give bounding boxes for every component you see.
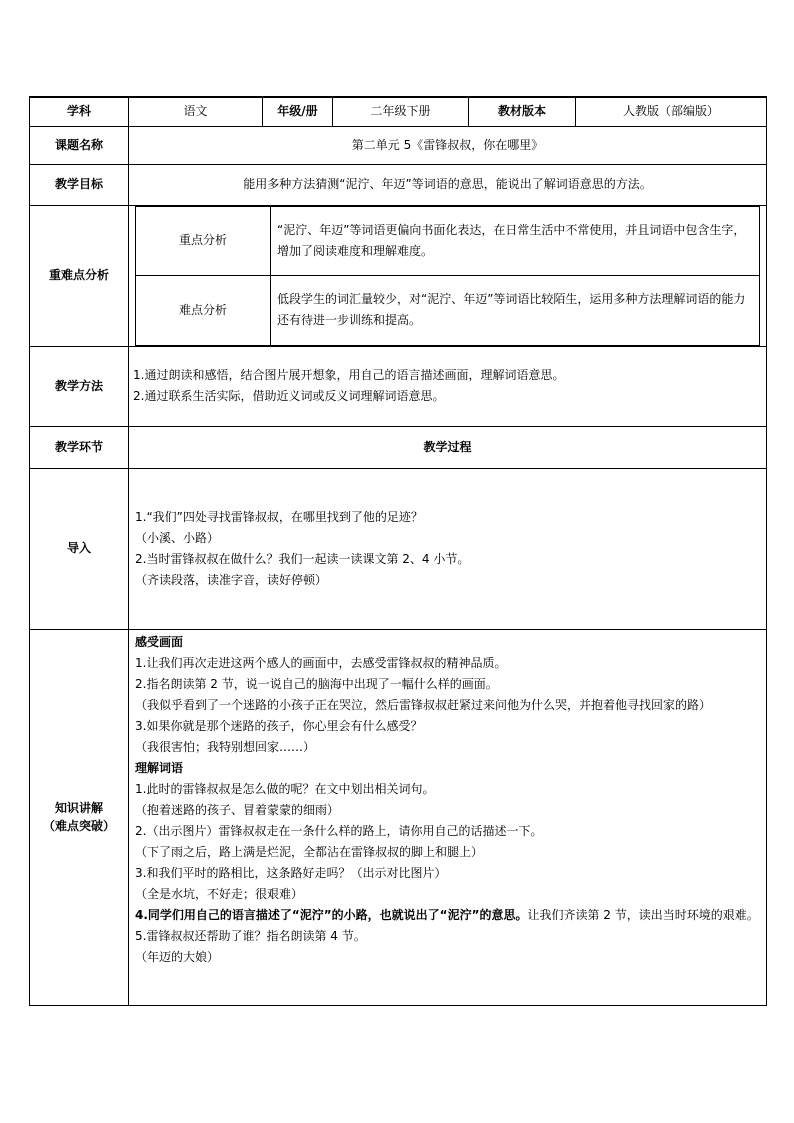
knowledge-row [30, 629, 767, 1005]
intro-line-2: （小溪、小路） [135, 530, 220, 545]
key-point-label: 重点分析 [136, 206, 271, 275]
words-line-7 [135, 905, 760, 926]
intro-cell [129, 468, 767, 629]
hard-point-label: 难点分析 [136, 275, 271, 345]
objective-label: 教学目标 [30, 164, 129, 205]
title-row [30, 126, 767, 164]
subject-label: 学科 [30, 97, 129, 126]
section-title-words: 理解词语 [135, 760, 184, 775]
words-line-7-bold: 4.同学们用自己的语言描述了“泥泞”的小路，也就说出了“泥泞”的意思。 [135, 907, 528, 922]
edition-label: 教材版本 [469, 97, 576, 126]
knowledge-label: 知识讲解 [54, 801, 103, 815]
words-line-2: （抱着迷路的孩子、冒着蒙蒙的细雨） [135, 802, 340, 817]
objective-value: 能用多种方法猜测“泥泞、年迈”等词语的意思，能说出了解词语意思的方法。 [129, 164, 767, 205]
words-line-9: （年迈的大娘） [135, 949, 220, 964]
method-label: 教学方法 [30, 346, 129, 426]
method-row [30, 346, 767, 426]
knowledge-label-2: （难点突破） [42, 819, 115, 833]
method-line-1: 1.通过朗读和感悟，结合图片展开想象，用自己的语言描述画面，理解词语意思。 [133, 368, 565, 382]
analysis-label: 重难点分析 [30, 205, 129, 346]
edition-value: 人教版（部编版） [576, 97, 767, 126]
lesson-plan-table [29, 96, 767, 1006]
intro-row [30, 468, 767, 629]
intro-label: 导入 [30, 468, 129, 629]
process-header-row [30, 426, 767, 468]
header-row [30, 97, 767, 126]
method-line-2: 2.通过联系生活实际，借助近义词或反义词理解词语意思。 [133, 389, 445, 403]
process-header-value: 教学过程 [129, 426, 767, 468]
grade-value: 二年级下册 [333, 97, 469, 126]
analysis-row [30, 205, 767, 346]
feel-line-4: 3.如果你就是那个迷路的孩子，你心里会有什么感受？ [135, 718, 423, 733]
grade-label: 年级/册 [263, 97, 333, 126]
analysis-cell [129, 205, 767, 346]
knowledge-cell [129, 629, 767, 1005]
intro-line-4: （齐读段落，读准字音，读好停顿） [135, 572, 328, 587]
objective-row [30, 164, 767, 205]
words-line-7-rest: 让我们齐读第 2 节，读出当时环境的艰难。 [527, 907, 759, 922]
title-label: 课题名称 [30, 126, 129, 164]
intro-line-1: 1.“我们”四处寻找雷锋叔叔，在哪里找到了他的足迹？ [135, 509, 423, 524]
feel-line-2: 2.指名朗读第 2 节，说一说自己的脑海中出现了一幅什么样的画面。 [135, 676, 498, 691]
words-line-8: 5.雷锋叔叔还帮助了谁？指名朗读第 4 节。 [135, 928, 366, 943]
words-line-3: 2.（出示图片）雷锋叔叔走在一条什么样的路上，请你用自己的话描述一下。 [135, 823, 543, 838]
words-line-6: （全是水坑，不好走；很艰难） [135, 886, 304, 901]
feel-line-3: （我似乎看到了一个迷路的小孩子正在哭泣，然后雷锋叔叔赶紧过来问他为什么哭，并抱着他寻找回家的路） [135, 697, 712, 712]
key-point-text: “泥泞、年迈”等词语更偏向书面化表达，在日常生活中不常使用，并且词语中包含生字，增加了阅读难度和理解难度。 [271, 206, 760, 275]
words-line-1: 1.此时的雷锋叔叔是怎么做的呢？在文中划出相关词句。 [135, 781, 435, 796]
title-value: 第二单元 5《雷锋叔叔，你在哪里》 [129, 126, 767, 164]
words-line-4: （下了雨之后，路上满是烂泥，全都沾在雷锋叔叔的脚上和腿上） [135, 844, 484, 859]
process-header-label: 教学环节 [30, 426, 129, 468]
analysis-subtable [135, 206, 760, 346]
hard-point-text: 低段学生的词汇量较少，对“泥泞、年迈”等词语比较陌生，运用多种方法理解词语的能力还有待进一步训练和提高。 [271, 275, 760, 345]
intro-line-3: 2.当时雷锋叔叔在做什么？我们一起读一读课文第 2、4 小节。 [135, 551, 470, 566]
knowledge-label-cell [30, 629, 129, 1005]
section-title-feel: 感受画面 [135, 634, 184, 649]
subject-value: 语文 [129, 97, 263, 126]
method-cell [129, 346, 767, 426]
feel-line-1: 1.让我们再次走进这两个感人的画面中，去感受雷锋叔叔的精神品质。 [135, 655, 507, 670]
feel-line-5: （我很害怕；我特别想回家……） [135, 739, 316, 754]
words-line-5: 3.和我们平时的路相比，这条路好走吗？（出示对比图片） [135, 865, 447, 880]
